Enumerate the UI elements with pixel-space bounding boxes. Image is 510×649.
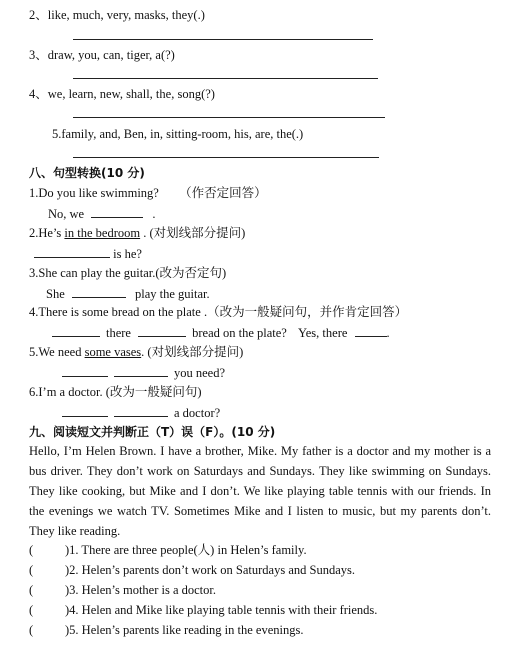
section8-q2-a: 2.He’s xyxy=(29,226,65,240)
tf-item-5 xyxy=(29,622,303,638)
answer-paren[interactable]: ( xyxy=(29,543,34,557)
section8-q1-note: （作否定回答） xyxy=(179,186,267,200)
tf-statement: )5. Helen’s parents like reading in the evenings. xyxy=(65,623,304,637)
answer-paren[interactable]: ( xyxy=(29,623,34,637)
blank-q4-c[interactable] xyxy=(355,324,387,337)
section8-q3-ans-b: play the guitar. xyxy=(135,287,210,301)
tf-item-1 xyxy=(29,542,307,558)
section8-q1-ans-a: No, we xyxy=(48,207,85,221)
section8-q4-ans-d: . xyxy=(386,326,390,340)
section8-q2-ans: is he? xyxy=(110,247,142,261)
section9-heading: 九、阅读短文并判断正（T）误（F）。(10 分) xyxy=(29,425,276,439)
section8-q6-answer xyxy=(62,404,220,421)
section8-q3-answer xyxy=(46,285,210,302)
blank-q5-a[interactable] xyxy=(62,364,108,377)
section8-q1 xyxy=(29,185,267,201)
answer-line-q3[interactable] xyxy=(73,78,378,79)
section8-q4: 4.There is some bread on the plate .（改为一般疑问句，并作肯定回答） xyxy=(29,305,408,319)
section8-q5-a: 5.We need xyxy=(29,345,85,359)
blank-q3[interactable] xyxy=(72,285,126,298)
tf-item-4 xyxy=(29,602,377,618)
section8-q3-ans-a: She xyxy=(46,287,65,301)
section8-q1-text: 1.Do you like swimming? xyxy=(29,186,159,200)
section8-q5-b: . (对划线部分提问) xyxy=(141,345,244,359)
section8-q5-ans: you need? xyxy=(174,366,226,380)
blank-q6-a[interactable] xyxy=(62,404,108,417)
unscramble-q3: 3、draw, you, can, tiger, a(?) xyxy=(29,48,175,62)
tf-statement: )4. Helen and Mike like playing table tennis with their friends. xyxy=(65,603,378,617)
section8-q1-ans-b: . xyxy=(152,207,156,221)
section8-q6: 6.I’m a doctor. (改为一般疑问句) xyxy=(29,385,202,399)
section8-q3: 3.She can play the guitar.(改为否定句) xyxy=(29,266,227,280)
answer-paren[interactable]: ( xyxy=(29,583,34,597)
answer-line-q2[interactable] xyxy=(73,39,373,40)
tf-item-3 xyxy=(29,582,216,598)
tf-statement: )1. There are three people(人) in Helen’s family. xyxy=(65,543,307,557)
section8-heading: 八、句型转换(10 分) xyxy=(29,166,145,180)
blank-q1[interactable] xyxy=(91,205,143,218)
blank-q6-b[interactable] xyxy=(114,404,168,417)
blank-q4-b[interactable] xyxy=(138,324,186,337)
section8-q5 xyxy=(29,344,243,360)
answer-paren[interactable]: ( xyxy=(29,563,34,577)
blank-q5-b[interactable] xyxy=(114,364,168,377)
tf-statement: )2. Helen’s parents don’t work on Saturdays and Sundays. xyxy=(65,563,356,577)
section8-q4-answer xyxy=(52,324,390,341)
section8-q1-answer xyxy=(48,205,155,222)
answer-line-q4[interactable] xyxy=(73,117,385,118)
unscramble-q2: 2、like, much, very, masks, they(.) xyxy=(29,8,205,22)
section8-q6-ans: a doctor? xyxy=(174,406,221,420)
tf-item-2 xyxy=(29,562,355,578)
reading-passage: Hello, I’m Helen Brown. I have a brother, Mike. My father is a doctor and my mother is a bus driver. They don’t work on Saturdays and Sundays. They like swimming on Sundays. They like cooking, but Mike and I don’t. We like playing table tennis with our friends. In the evenings we watch TV. Sometimes Mike and I listen to music, but my parents don’t. They like reading. xyxy=(29,444,491,538)
section8-q4-ans-c: Yes, there xyxy=(297,326,348,340)
unscramble-q5: 5.family, and, Ben, in, sitting-room, his, are, the(.) xyxy=(52,127,304,141)
blank-q4-a[interactable] xyxy=(52,324,100,337)
answer-paren[interactable]: ( xyxy=(29,603,34,617)
answer-line-q5[interactable] xyxy=(73,157,379,158)
section8-q2-answer xyxy=(34,245,142,262)
section8-q2 xyxy=(29,225,245,241)
section8-q2-b: . (对划线部分提问) xyxy=(140,226,246,240)
section8-q4-ans-a: there xyxy=(106,326,131,340)
blank-q2[interactable] xyxy=(34,245,110,258)
section8-q4-ans-b: bread on the plate? xyxy=(192,326,287,340)
tf-statement: )3. Helen’s mother is a doctor. xyxy=(65,583,217,597)
section8-q5-answer xyxy=(62,364,225,381)
section8-q2-underlined: in the bedroom xyxy=(64,226,141,240)
section8-q5-underlined: some vases xyxy=(84,345,142,359)
unscramble-q4: 4、we, learn, new, shall, the, song(?) xyxy=(29,87,215,101)
